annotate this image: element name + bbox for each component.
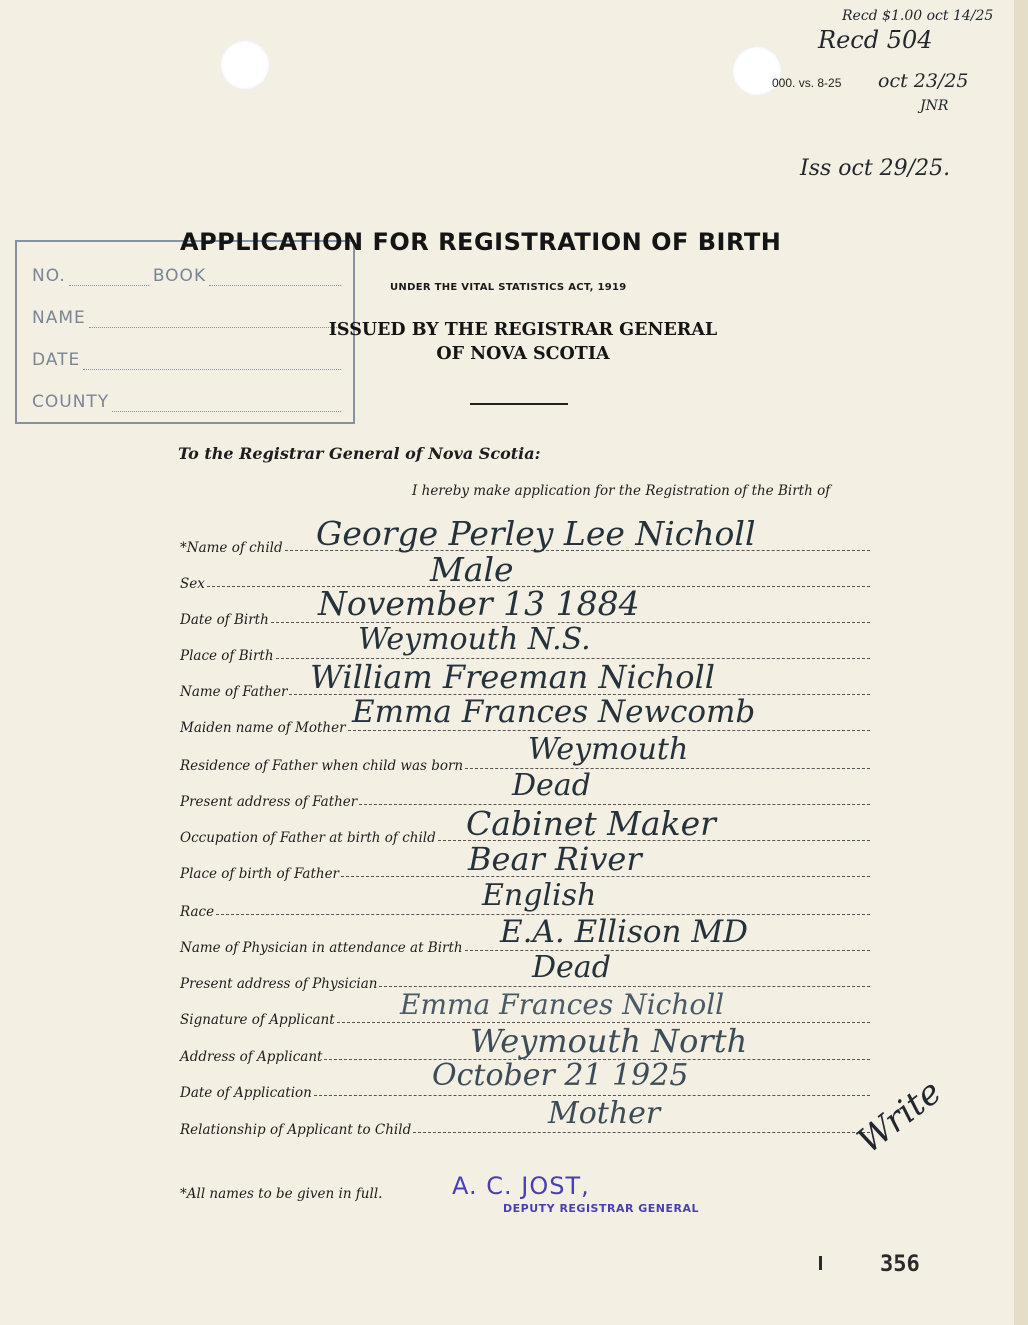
field-label: Place of birth of Father	[180, 866, 340, 882]
field-label: Sex	[180, 576, 205, 592]
field-label: Date of Application	[180, 1085, 312, 1101]
stamp-county-fill	[112, 407, 341, 412]
registry-stamp-box	[15, 240, 355, 424]
form-code: 000. vs. 8-25	[772, 76, 842, 90]
issuing-authority	[305, 318, 741, 366]
names-footnote: *All names to be given in full.	[180, 1186, 383, 1202]
stamp-date-fill	[83, 365, 341, 370]
issuing-line-1: ISSUED BY THE REGISTRAR GENERAL	[328, 320, 718, 340]
field-value: Bear River	[468, 840, 642, 878]
deputy-registrar-stamp-name: A. C. JOST,	[452, 1172, 590, 1200]
field-line	[465, 950, 870, 951]
field-value: William Freeman Nicholl	[310, 658, 715, 696]
field-label: Address of Applicant	[180, 1049, 323, 1065]
field-label: Place of Birth	[180, 648, 274, 664]
tick-mark	[819, 1256, 822, 1270]
stamp-row-name	[32, 304, 341, 328]
corner-note-fee: Recd $1.00 oct 14/25	[842, 8, 994, 24]
field-value: Weymouth	[528, 732, 689, 767]
field-label: Name of Physician in attendance at Birth	[180, 940, 463, 956]
corner-note-issued: Iss oct 29/25.	[800, 156, 951, 181]
field-value: English	[482, 878, 597, 913]
field-label: Race	[180, 904, 215, 920]
field-value: Weymouth North	[470, 1022, 748, 1060]
stamp-row-date	[32, 346, 341, 370]
stamp-county-label: COUNTY	[32, 392, 110, 412]
stamp-name-fill	[89, 323, 341, 328]
page-edge	[1014, 0, 1028, 1325]
field-label: Present address of Physician	[180, 976, 378, 992]
field-label: Maiden name of Mother	[180, 720, 346, 736]
stamp-date-label: DATE	[32, 350, 81, 370]
stamp-no-fill	[69, 281, 149, 286]
field-line	[413, 1132, 870, 1133]
corner-note-received: Recd 504	[818, 26, 933, 54]
issuing-line-2: OF NOVA SCOTIA	[436, 344, 610, 364]
salutation: To the Registrar General of Nova Scotia:	[178, 444, 541, 463]
field-label: Name of Father	[180, 684, 288, 700]
field-value: Cabinet Maker	[466, 804, 716, 843]
field-line	[348, 730, 870, 731]
field-value: November 13 1884	[318, 584, 640, 623]
field-label: *Name of child	[180, 540, 283, 556]
field-label: Signature of Applicant	[180, 1012, 335, 1028]
stamp-no-label: NO.	[32, 266, 66, 286]
stamp-book-label: BOOK	[152, 266, 207, 286]
field-label: Occupation of Father at birth of child	[180, 830, 436, 846]
margin-note: Write	[850, 1071, 949, 1162]
stamp-row-county	[32, 388, 341, 412]
field-value: Emma Frances Nicholl	[400, 988, 725, 1021]
field-value: October 21 1925	[432, 1058, 689, 1093]
header-divider	[470, 403, 568, 405]
application-intro: I hereby make application for the Registration of the Birth of	[412, 483, 831, 499]
field-value: Emma Frances Newcomb	[352, 694, 756, 730]
form-title: APPLICATION FOR REGISTRATION OF BIRTH	[180, 228, 782, 256]
field-value: Dead	[512, 768, 591, 803]
stamp-book-fill	[209, 281, 341, 286]
field-label: Present address of Father	[180, 794, 358, 810]
field-value: Male	[430, 550, 514, 589]
field-label: Date of Birth	[180, 612, 269, 628]
page-number: 356	[880, 1252, 920, 1277]
punch-hole-left	[220, 40, 270, 90]
field-relationship-to-child	[180, 1114, 870, 1138]
form-subtitle: UNDER THE VITAL STATISTICS ACT, 1919	[390, 282, 627, 293]
field-value: Dead	[532, 950, 611, 985]
field-line	[379, 986, 870, 987]
field-label: Residence of Father when child was born	[180, 758, 464, 774]
stamp-name-label: NAME	[32, 308, 86, 328]
corner-note-initials: JNR	[920, 98, 949, 114]
deputy-registrar-stamp-title: DEPUTY REGISTRAR GENERAL	[503, 1202, 700, 1215]
field-value: E.A. Ellison MD	[500, 914, 748, 950]
field-value: George Perley Lee Nicholl	[316, 514, 756, 553]
stamp-row-no	[32, 262, 341, 286]
field-value: Mother	[548, 1096, 661, 1131]
corner-note-date: oct 23/25	[878, 70, 969, 92]
field-value: Weymouth N.S.	[358, 622, 591, 657]
field-label: Relationship of Applicant to Child	[180, 1122, 412, 1138]
